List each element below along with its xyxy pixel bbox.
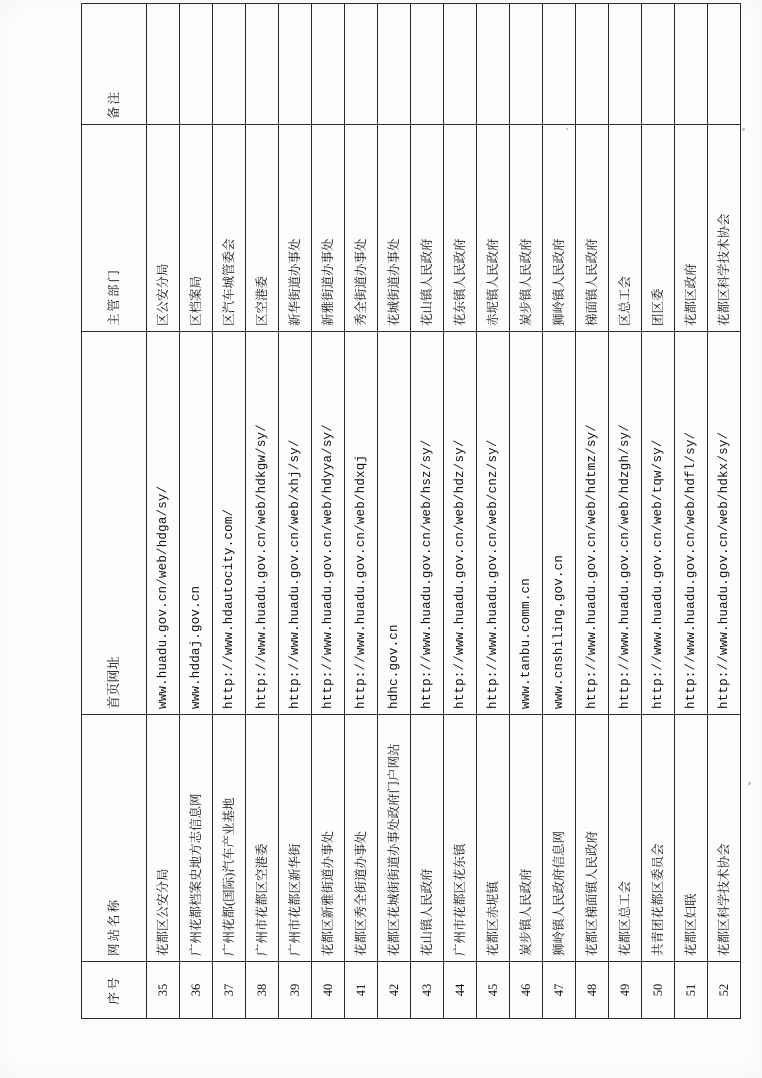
cell-index: 36 (180, 962, 213, 1019)
cell-url: http://www.hdautocity.com/ (213, 332, 246, 715)
cell-site-name: 炭步镇人民政府 (510, 715, 543, 962)
cell-department: 区空港委 (246, 125, 279, 332)
rotated-table-container (81, 59, 731, 1019)
cell-url: http://www.huadu.gov.cn/web/hdz/sy/ (444, 332, 477, 715)
table-row (642, 4, 675, 1019)
cell-index: 39 (279, 962, 312, 1019)
cell-site-name: 花都区赤坭镇 (477, 715, 510, 962)
cell-url: http://www.huadu.gov.cn/web/hdkx/sy/ (708, 332, 741, 715)
cell-site-name: 广州市花都区新华街 (279, 715, 312, 962)
cell-department: 花都区政府 (675, 125, 708, 332)
cell-remark (378, 4, 411, 125)
cell-department: 炭步镇人民政府 (510, 125, 543, 332)
cell-site-name: 共青团花都区委员会 (642, 715, 675, 962)
table-row (246, 4, 279, 1019)
cell-department: 花城街道办事处 (378, 125, 411, 332)
cell-index: 41 (345, 962, 378, 1019)
table-row (576, 4, 609, 1019)
cell-remark (279, 4, 312, 125)
cell-remark (543, 4, 576, 125)
cell-url: http://www.huadu.gov.cn/web/hdtmz/sy/ (576, 332, 609, 715)
cell-site-name: 花都区花城街街道办事处政府门户网站 (378, 715, 411, 962)
cell-site-name: 花都区科学技术协会 (708, 715, 741, 962)
cell-site-name: 花都区新雅街道办事处 (312, 715, 345, 962)
cell-url: www.huadu.gov.cn/web/hdga/sy/ (147, 332, 180, 715)
cell-url: http://www.huadu.gov.cn/web/hdkgw/sy/ (246, 332, 279, 715)
table-row (477, 4, 510, 1019)
cell-url: http://www.huadu.gov.cn/web/hdfl/sy/ (675, 332, 708, 715)
cell-index: 52 (708, 962, 741, 1019)
cell-index: 38 (246, 962, 279, 1019)
cell-department: 新华街道办事处 (279, 125, 312, 332)
table-row (411, 4, 444, 1019)
table-row (180, 4, 213, 1019)
header-url: 首页网址 (82, 332, 147, 715)
cell-remark (180, 4, 213, 125)
table-header-row (82, 4, 147, 1019)
table-row (345, 4, 378, 1019)
cell-department: 花山镇人民政府 (411, 125, 444, 332)
cell-index: 43 (411, 962, 444, 1019)
table-row (312, 4, 345, 1019)
cell-remark (213, 4, 246, 125)
cell-url: http://www.huadu.gov.cn/web/cnz/sy/ (477, 332, 510, 715)
cell-index: 48 (576, 962, 609, 1019)
header-department: 主管部门 (82, 125, 147, 332)
cell-url: hdhc.gov.cn (378, 332, 411, 715)
cell-department: 梯面镇人民政府 (576, 125, 609, 332)
cell-site-name: 花山镇人民政府 (411, 715, 444, 962)
cell-site-name: 花都区秀全街道办事处 (345, 715, 378, 962)
cell-remark (411, 4, 444, 125)
cell-url: www.cnshiling.gov.cn (543, 332, 576, 715)
cell-url: http://www.huadu.gov.cn/web/hsz/sy/ (411, 332, 444, 715)
cell-url: http://www.huadu.gov.cn/web/hdyya/sy/ (312, 332, 345, 715)
table-row (279, 4, 312, 1019)
cell-remark (609, 4, 642, 125)
cell-index: 35 (147, 962, 180, 1019)
cell-department: 区总工会 (609, 125, 642, 332)
table-row (510, 4, 543, 1019)
header-remark: 备注 (82, 4, 147, 125)
table-header (82, 4, 147, 1019)
cell-index: 42 (378, 962, 411, 1019)
table-row (147, 4, 180, 1019)
cell-remark (147, 4, 180, 125)
cell-url: www.hddaj.gov.cn (180, 332, 213, 715)
cell-index: 44 (444, 962, 477, 1019)
website-registry-table (81, 3, 741, 1019)
table-body (147, 4, 741, 1019)
cell-remark (477, 4, 510, 125)
cell-site-name: 广州市花都区花东镇 (444, 715, 477, 962)
header-index: 序号 (82, 962, 147, 1019)
cell-department: 赤坭镇人民政府 (477, 125, 510, 332)
cell-department: 新雅街道办事处 (312, 125, 345, 332)
table-row (444, 4, 477, 1019)
cell-site-name: 花都区公安分局 (147, 715, 180, 962)
cell-remark (444, 4, 477, 125)
cell-url: http://www.huadu.gov.cn/web/xhj/sy/ (279, 332, 312, 715)
cell-department: 区公安分局 (147, 125, 180, 332)
cell-site-name: 花都区妇联 (675, 715, 708, 962)
scan-speck (742, 128, 745, 131)
cell-remark (576, 4, 609, 125)
cell-remark (345, 4, 378, 125)
cell-site-name: 广州花都(国际)汽车产业基地 (213, 715, 246, 962)
cell-index: 47 (543, 962, 576, 1019)
table-row (675, 4, 708, 1019)
cell-department: 狮岭镇人民政府 (543, 125, 576, 332)
cell-url: http://www.huadu.gov.cn/web/tqw/sy/ (642, 332, 675, 715)
cell-department: 花东镇人民政府 (444, 125, 477, 332)
cell-index: 45 (477, 962, 510, 1019)
cell-remark (246, 4, 279, 125)
cell-department: 花都区科学技术协会 (708, 125, 741, 332)
cell-index: 50 (642, 962, 675, 1019)
cell-index: 37 (213, 962, 246, 1019)
cell-site-name: 广州花都档案史地方志信息网 (180, 715, 213, 962)
table-row (609, 4, 642, 1019)
table-row (213, 4, 246, 1019)
table-row (378, 4, 411, 1019)
cell-index: 49 (609, 962, 642, 1019)
cell-remark (642, 4, 675, 125)
table-row (708, 4, 741, 1019)
cell-site-name: 狮岭镇人民政府信息网 (543, 715, 576, 962)
cell-department: 区汽车城管委会 (213, 125, 246, 332)
cell-department: 区档案局 (180, 125, 213, 332)
header-site-name: 网站名称 (82, 715, 147, 962)
cell-url: http://www.huadu.gov.cn/web/hdxqj (345, 332, 378, 715)
cell-remark (675, 4, 708, 125)
cell-remark (510, 4, 543, 125)
cell-site-name: 广州市花都区空港委 (246, 715, 279, 962)
cell-index: 51 (675, 962, 708, 1019)
cell-site-name: 花都区总工会 (609, 715, 642, 962)
cell-remark (708, 4, 741, 125)
cell-department: 团区委 (642, 125, 675, 332)
cell-department: 秀全街道办事处 (345, 125, 378, 332)
cell-remark (312, 4, 345, 125)
cell-url: www.tanbu.comm.cn (510, 332, 543, 715)
cell-site-name: 花都区梯面镇人民政府 (576, 715, 609, 962)
cell-index: 46 (510, 962, 543, 1019)
scan-speck (748, 782, 751, 785)
scan-speck (566, 128, 568, 130)
table-row (543, 4, 576, 1019)
cell-index: 40 (312, 962, 345, 1019)
cell-url: http://www.huadu.gov.cn/web/hdzgh/sy/ (609, 332, 642, 715)
